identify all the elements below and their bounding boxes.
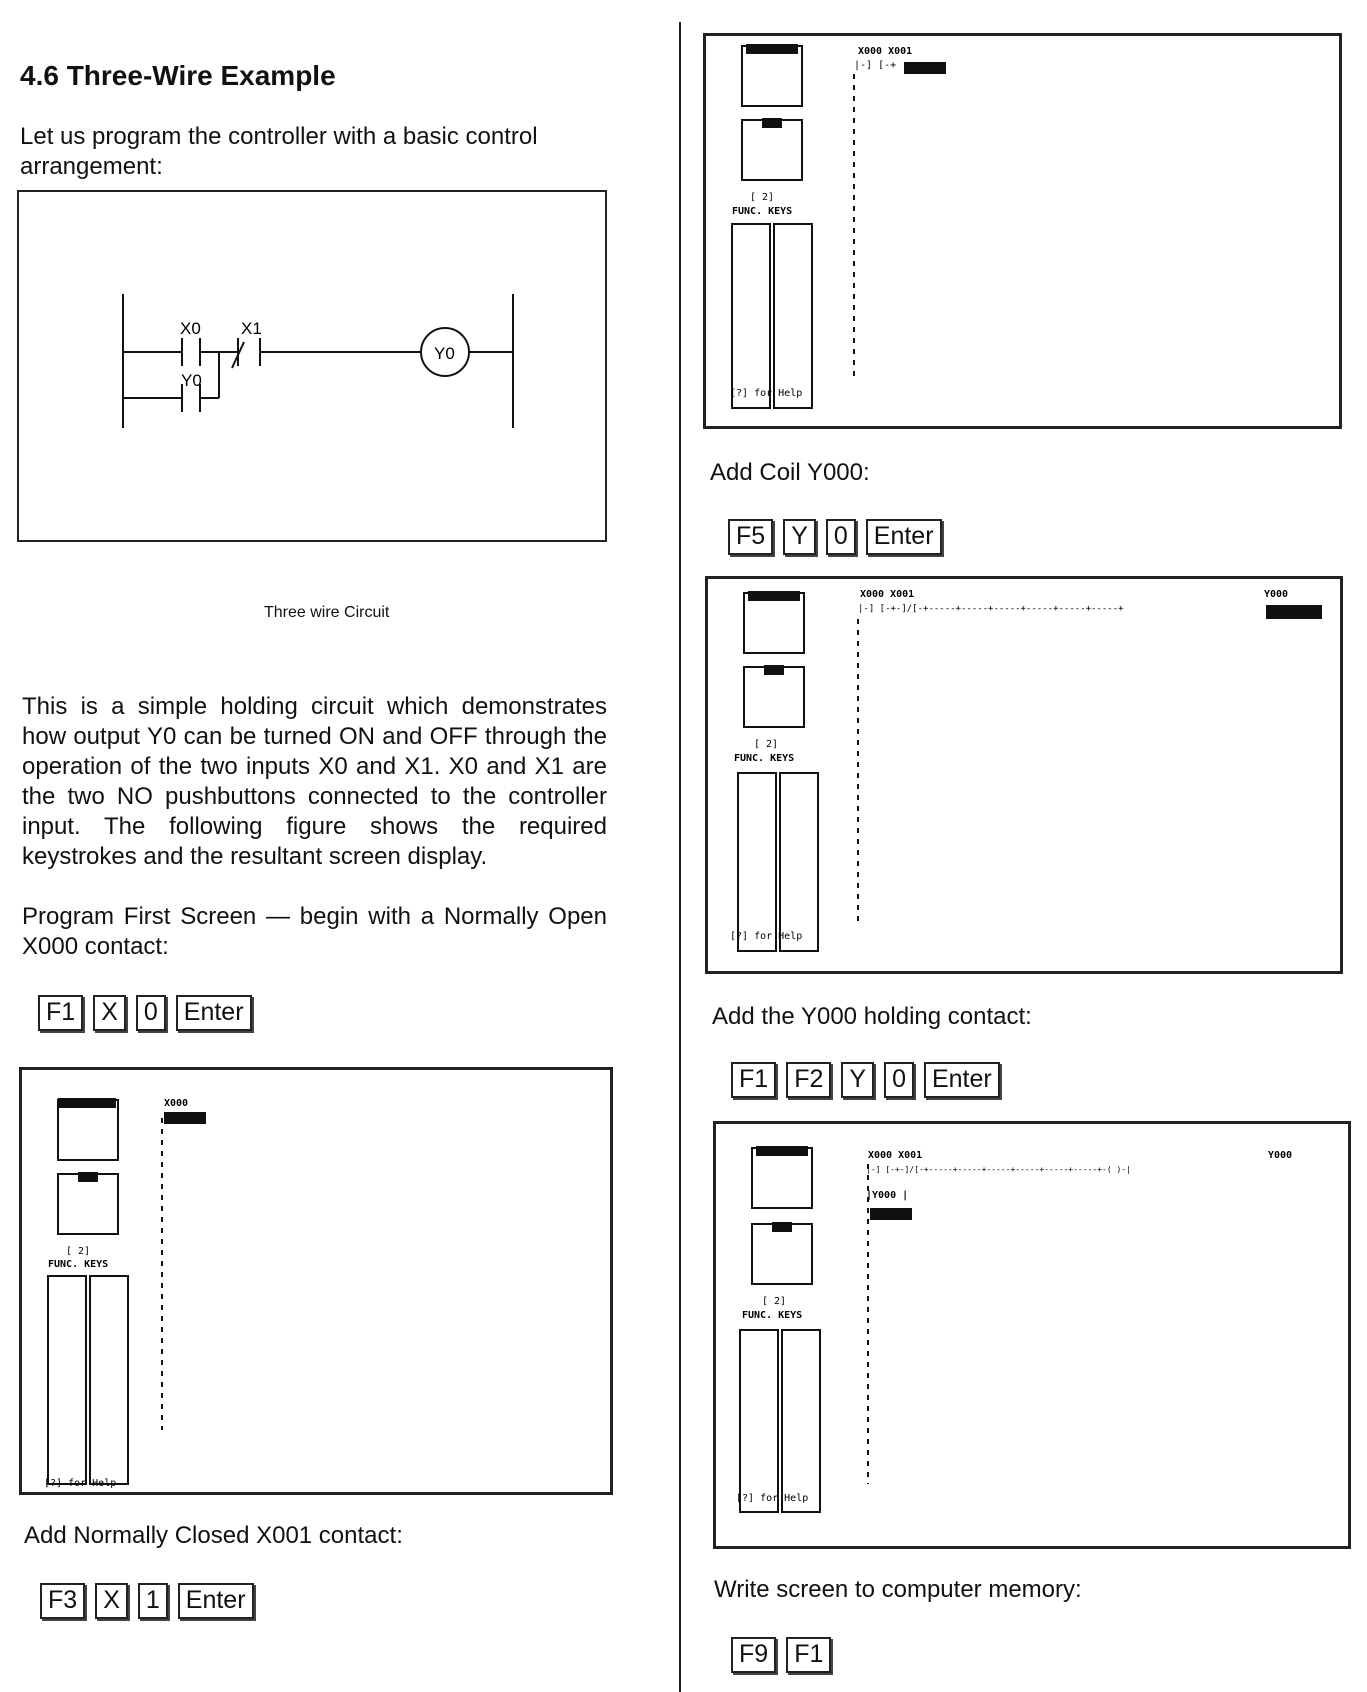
x0-label: X0 <box>180 319 201 338</box>
key-f9[interactable]: F9 <box>731 1637 776 1673</box>
key-1[interactable]: 1 <box>138 1583 168 1619</box>
screen2-bracket: [ 2] <box>750 192 775 203</box>
screen2-func-keys: FUNC. KEYS <box>732 206 793 217</box>
key-0[interactable]: 0 <box>136 995 166 1031</box>
column-divider <box>679 22 681 1692</box>
step4-text: Add the Y000 holding contact: <box>712 1003 1032 1030</box>
key-enter[interactable]: Enter <box>924 1062 1000 1098</box>
screen4-rung2: |Y000 | <box>866 1190 909 1201</box>
step5-text: Write screen to computer memory: <box>714 1576 1082 1603</box>
screen4-header: X000 X001 <box>868 1150 923 1161</box>
screen-step2-display <box>706 36 1339 426</box>
step5-keys <box>731 1637 831 1673</box>
key-f2[interactable]: F2 <box>786 1062 831 1098</box>
screen3-bracket: [ 2] <box>754 739 779 750</box>
screen-step1 <box>19 1067 613 1495</box>
screen3-help: [?] for Help <box>730 931 803 942</box>
step2-text: Add Normally Closed X001 contact: <box>24 1522 403 1549</box>
screen4-header-right: Y000 <box>1268 1150 1293 1161</box>
screen1-bracket: [ 2] <box>66 1246 91 1257</box>
key-0[interactable]: 0 <box>826 519 856 555</box>
screen2-rung: |-] [-+ <box>854 60 897 71</box>
y0-coil-label: Y0 <box>434 344 455 363</box>
key-y[interactable]: Y <box>841 1062 874 1098</box>
ladder-diagram <box>19 192 605 540</box>
screen-step4 <box>713 1121 1351 1549</box>
key-enter[interactable]: Enter <box>178 1583 254 1619</box>
key-f3[interactable]: F3 <box>40 1583 85 1619</box>
screen1-help: [?] for Help <box>44 1478 117 1489</box>
three-wire-figure <box>17 190 607 542</box>
key-f1[interactable]: F1 <box>731 1062 776 1098</box>
description-text: This is a simple holding circuit which demonstrates how output Y0 can be turned ON and OFF through the operation of the two inputs X0 and X1. X0 and X1 are the two NO pushbuttons connected to the controller input. The following figure shows the required keystrokes and the resultant screen display. <box>22 693 607 870</box>
step3-text: Add Coil Y000: <box>710 459 870 486</box>
screen2-help: [?] for Help <box>730 388 803 399</box>
step4-keys <box>731 1062 1000 1098</box>
key-enter[interactable]: Enter <box>176 995 252 1031</box>
key-x[interactable]: X <box>93 995 126 1031</box>
section-heading: 4.6 Three-Wire Example <box>20 60 336 91</box>
screen4-func-keys: FUNC. KEYS <box>742 1310 803 1321</box>
y0-contact-label: Y0 <box>181 371 202 390</box>
screen1-header: X000 <box>164 1098 189 1109</box>
key-f5[interactable]: F5 <box>728 519 773 555</box>
screen-step3 <box>705 576 1343 974</box>
screen-step3-display <box>708 579 1340 971</box>
screen4-rung1: |-] [-+-]/[-+-----+-----+-----+-----+-----+-----+-( )-| <box>866 1165 1131 1174</box>
screen3-func-keys: FUNC. KEYS <box>734 753 795 764</box>
key-x[interactable]: X <box>95 1583 128 1619</box>
screen-step4-display <box>716 1124 1348 1546</box>
screen2-header: X000 X001 <box>858 46 913 57</box>
step3-keys <box>728 519 942 555</box>
step2-keys <box>40 1583 254 1619</box>
screen-step2 <box>703 33 1342 429</box>
screen1-func-keys: FUNC. KEYS <box>48 1259 109 1270</box>
key-0[interactable]: 0 <box>884 1062 914 1098</box>
screen3-rung: |-] [-+-]/[-+-----+-----+-----+-----+-----+-----+ <box>858 604 1124 614</box>
key-enter[interactable]: Enter <box>866 519 942 555</box>
intro-text: Let us program the controller with a basic control arrangement: <box>20 123 538 180</box>
key-f1[interactable]: F1 <box>38 995 83 1031</box>
key-y[interactable]: Y <box>783 519 816 555</box>
screen3-header: X000 X001 <box>860 589 915 600</box>
x1-label: X1 <box>241 319 262 338</box>
screen4-bracket: [ 2] <box>762 1296 787 1307</box>
screen4-help: [?] for Help <box>736 1493 809 1504</box>
key-f1[interactable]: F1 <box>786 1637 831 1673</box>
figure-caption: Three wire Circuit <box>264 604 390 621</box>
step1-keys <box>38 995 252 1031</box>
screen-step1-display <box>22 1070 610 1492</box>
screen3-header-right: Y000 <box>1264 589 1289 600</box>
step1-text: Program First Screen — begin with a Normally Open X000 contact: <box>22 903 607 960</box>
